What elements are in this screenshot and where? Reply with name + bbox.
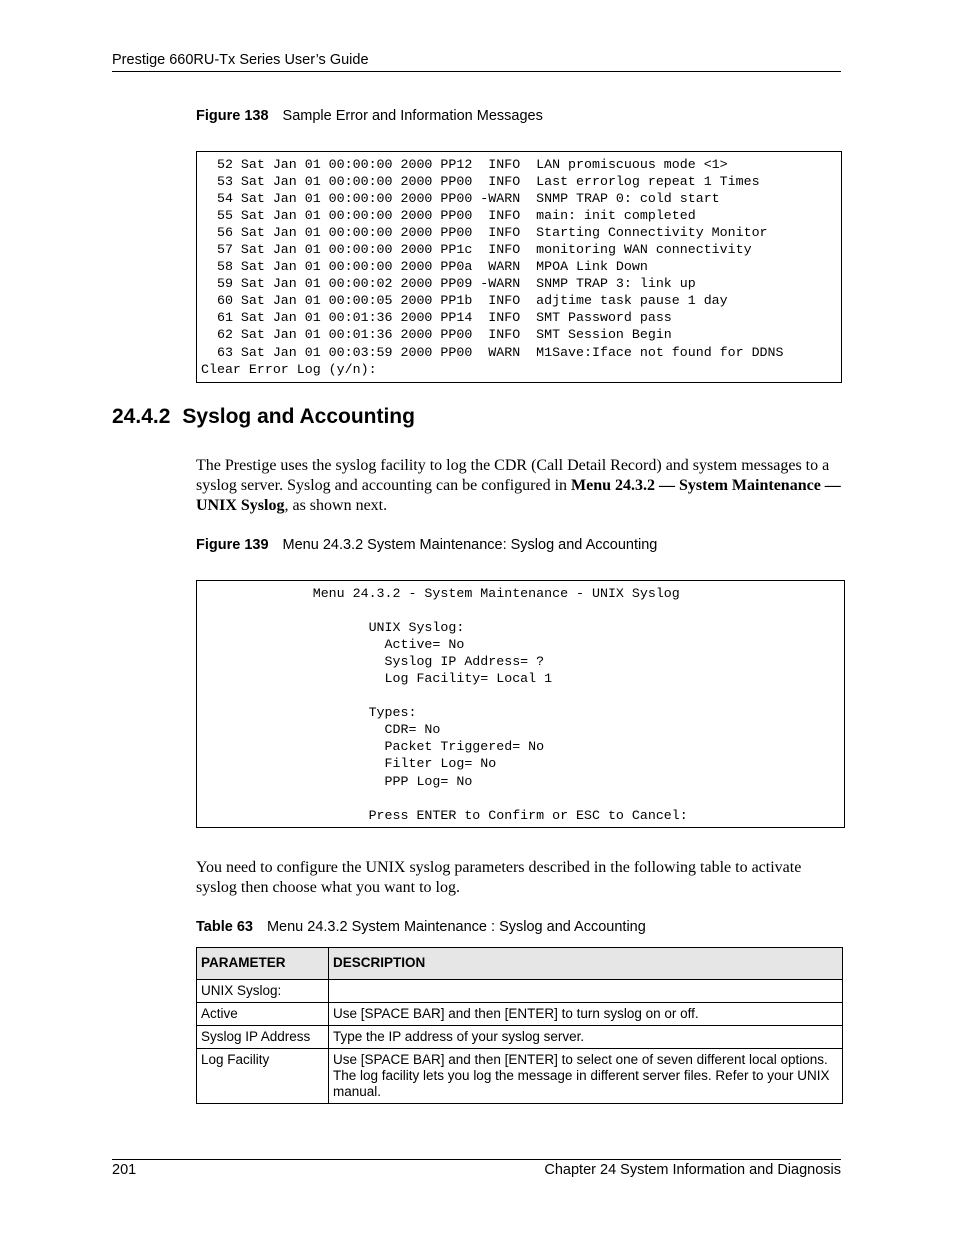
menu-line: CDR= No xyxy=(384,722,441,738)
log-line: 57 Sat Jan 01 00:00:00 2000 PP1c INFO monitoring WAN connectivity xyxy=(216,242,752,258)
section-title: Syslog and Accounting xyxy=(182,405,415,428)
table-63-label: Table 63 xyxy=(196,919,253,935)
param-cell: UNIX Syslog: xyxy=(197,980,329,1003)
menu-line: Active= No xyxy=(384,637,465,653)
menu-line: Packet Triggered= No xyxy=(384,739,545,755)
table-63-title: Menu 24.3.2 System Maintenance : Syslog and Accounting xyxy=(266,919,646,935)
config-paragraph: You need to configure the UNIX syslog parameters described in the following table to activate syslog then choose what you want to log. xyxy=(196,859,802,896)
menu-line: PPP Log= No xyxy=(384,773,473,789)
table-row xyxy=(197,980,843,1003)
log-line: 56 Sat Jan 01 00:00:00 2000 PP00 INFO Starting Connectivity Monitor xyxy=(216,225,768,241)
menu-line: UNIX Syslog: xyxy=(368,620,465,636)
section-heading xyxy=(112,405,415,429)
figure-138-caption xyxy=(196,108,543,124)
desc-cell: Use [SPACE BAR] and then [ENTER] to turn syslog on or off. xyxy=(329,1003,843,1026)
intro-paragraph xyxy=(196,456,842,516)
log-line: 59 Sat Jan 01 00:00:02 2000 PP09 -WARN SNMP TRAP 3: link up xyxy=(216,276,696,292)
intro-text: The Prestige uses the syslog facility to log the CDR (Call Detail Record) and system messages to a syslog server. Syslog and accounting can be configured in xyxy=(196,457,830,494)
log-line: 60 Sat Jan 01 00:00:05 2000 PP1b INFO adjtime task pause 1 day xyxy=(216,293,728,309)
menu-line: Syslog IP Address= ? xyxy=(384,654,545,670)
param-cell: Log Facility xyxy=(197,1049,329,1104)
log-line: 53 Sat Jan 01 00:00:00 2000 PP00 INFO Last errorlog repeat 1 Times xyxy=(216,174,760,190)
param-cell: Syslog IP Address xyxy=(197,1026,329,1049)
error-log-text xyxy=(201,156,841,378)
log-line: 52 Sat Jan 01 00:00:00 2000 PP12 INFO LAN promiscuous mode <1> xyxy=(216,157,728,172)
chapter-title: Chapter 24 System Information and Diagnosis xyxy=(544,1162,841,1178)
section-number: 24.4.2 xyxy=(112,405,171,428)
table-header-row xyxy=(197,948,843,980)
table-row xyxy=(197,1026,843,1049)
desc-cell: Use [SPACE BAR] and then [ENTER] to select one of seven different local options. The log facility lets you log the message in different server files. Refer to your UNIX manual. xyxy=(329,1049,843,1104)
table-row xyxy=(197,1003,843,1026)
log-line: 63 Sat Jan 01 00:03:59 2000 PP00 WARN M1Save:Iface not found for DDNS xyxy=(216,344,784,360)
running-header: Prestige 660RU-Tx Series User’s Guide xyxy=(112,52,369,68)
figure-139-caption xyxy=(196,537,657,553)
menu-line: Press ENTER to Confirm or ESC to Cancel: xyxy=(201,807,688,823)
log-line: 58 Sat Jan 01 00:00:00 2000 PP0a WARN MPOA Link Down xyxy=(216,259,648,275)
log-line: 61 Sat Jan 01 00:01:36 2000 PP14 INFO SMT Password pass xyxy=(216,310,672,326)
table-63-caption xyxy=(196,919,646,935)
header-description: DESCRIPTION xyxy=(329,948,843,980)
menu-line: Log Facility= Local 1 xyxy=(384,671,553,687)
log-line: 54 Sat Jan 01 00:00:00 2000 PP00 -WARN SNMP TRAP 0: cold start xyxy=(216,191,720,207)
menu-line: Types: xyxy=(368,705,417,721)
figure-138-title: Sample Error and Information Messages xyxy=(282,108,543,124)
figure-139-label: Figure 139 xyxy=(196,537,269,553)
header-rule xyxy=(112,71,841,72)
figure-139-title: Menu 24.3.2 System Maintenance: Syslog and Accounting xyxy=(282,537,658,553)
desc-cell: Type the IP address of your syslog server. xyxy=(329,1026,843,1049)
error-log-box xyxy=(196,151,842,383)
footer-rule xyxy=(112,1159,841,1160)
figure-138-label: Figure 138 xyxy=(196,108,269,124)
syslog-menu-box xyxy=(196,580,845,828)
param-cell: Active xyxy=(197,1003,329,1026)
syslog-parameter-table xyxy=(196,947,843,1104)
header-parameter: PARAMETER xyxy=(197,948,329,980)
intro-text-end: , as shown next. xyxy=(284,497,388,514)
log-line: Clear Error Log (y/n): xyxy=(201,361,377,377)
menu-reference: Menu 24.3.2 — System Maintenance — UNIX Syslog xyxy=(196,477,841,514)
page-number: 201 xyxy=(112,1162,137,1178)
menu-line: Filter Log= No xyxy=(384,756,497,772)
table-row xyxy=(197,1049,843,1104)
log-line: 55 Sat Jan 01 00:00:00 2000 PP00 INFO main: init completed xyxy=(216,208,696,224)
menu-line: Menu 24.3.2 - System Maintenance - UNIX Syslog xyxy=(312,586,680,601)
syslog-menu-text xyxy=(201,585,844,824)
log-line: 62 Sat Jan 01 00:01:36 2000 PP00 INFO SMT Session Begin xyxy=(216,327,672,343)
desc-cell xyxy=(329,980,843,1003)
